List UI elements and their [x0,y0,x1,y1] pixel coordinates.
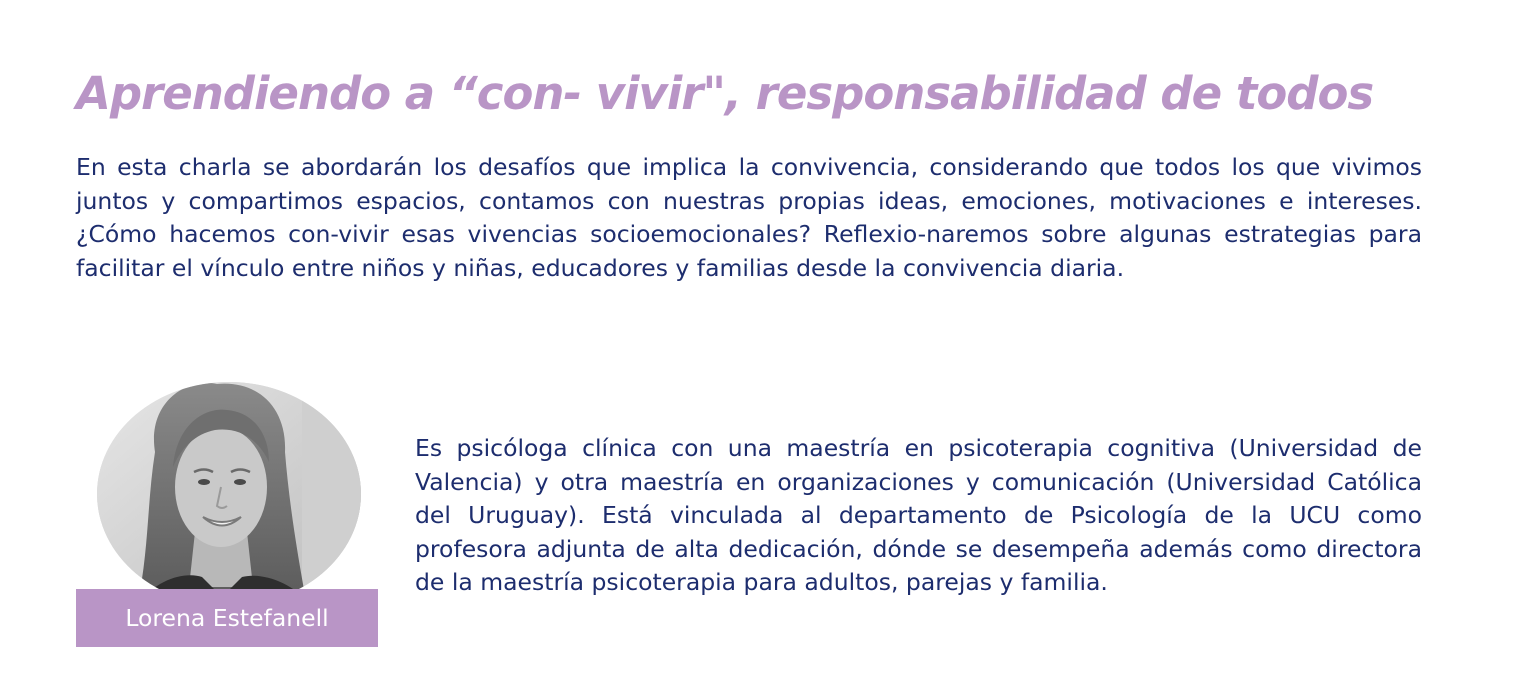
page-title: Aprendiendo a “con- vivir", responsabilidad de todos [76,67,1374,120]
speaker-bio: Es psicóloga clínica con una maestría en psicoterapia cognitiva (Universidad de Valencia) y otra maestría en organizaciones y comunicación (Universidad Católica del Uruguay). Está vinculada al departamento de Psicología de la UCU como profesora adjunta de alta dedicación, dónde se desempeña además como directora de la maestría psicoterapia para adultos, parejas y familia. [415,434,1422,596]
talk-description: En esta charla se abordarán los desafíos que implica la convivencia, considerando que todos los que vivimos juntos y compartimos espacios, contamos con nuestras propias ideas, emociones, motivaciones e intereses. ¿Cómo hacemos con-vivir esas vivencias socioemocionales? Reflexio-naremos sobre algunas estrategias para facilitar el vínculo entre niños y niñas, educadores y familias desde la convivencia diaria. [76,153,1422,282]
speaker-name: Lorena Estefanell [76,589,378,647]
speaker-photo [97,382,361,606]
